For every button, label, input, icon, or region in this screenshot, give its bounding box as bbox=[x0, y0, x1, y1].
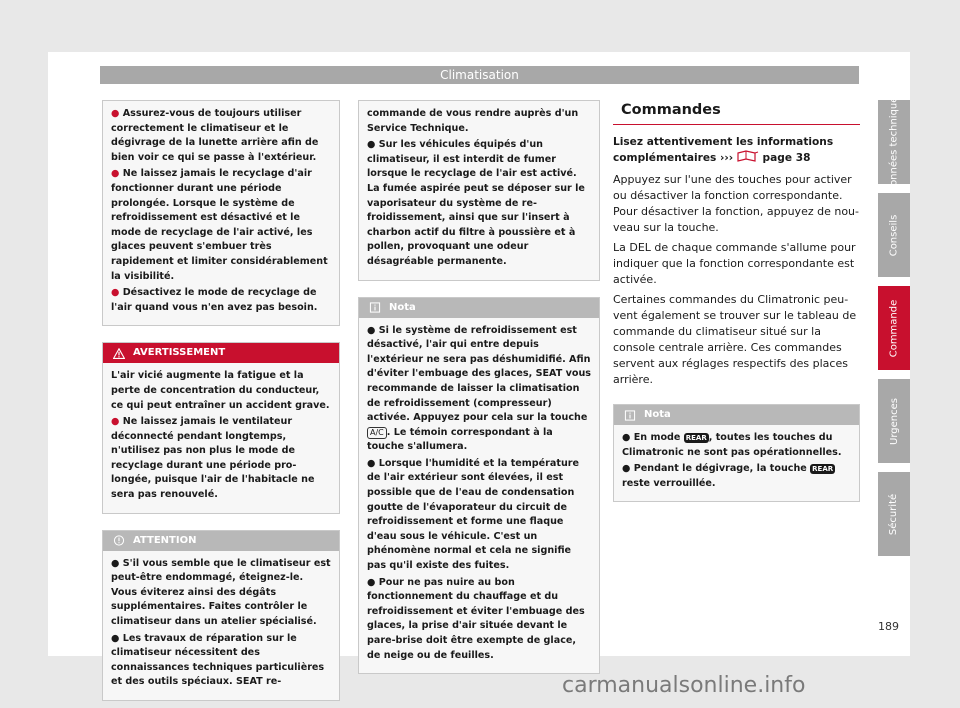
watermark-text: carmanualsonline.info bbox=[562, 673, 806, 698]
caution-box bbox=[102, 530, 340, 701]
tab-securite[interactable]: Sécurité bbox=[878, 472, 910, 556]
warning-box bbox=[102, 342, 340, 513]
cross-reference-link[interactable]: ››› page 38 bbox=[720, 152, 811, 164]
ac-key-icon: A/C bbox=[367, 427, 387, 439]
caution-header bbox=[103, 531, 339, 551]
paragraph: Appuyez sur l'une des touches pour activer ou désactiver la fonction correspondante. Pour désactiver la fonction, appuyez de nouveau sur la touche. bbox=[613, 173, 860, 234]
bullet-item: ● Pendant le dégivrage, la touche REAR reste verrouillée. bbox=[622, 463, 834, 489]
lead-text: Lisez attentivement les informations complémentaires ››› page 38 bbox=[613, 136, 834, 164]
note-box bbox=[358, 297, 600, 675]
warning-box-continued bbox=[102, 100, 340, 326]
warning-triangle-icon bbox=[113, 348, 125, 359]
tab-conseils[interactable]: Conseils bbox=[878, 193, 910, 277]
paragraph: La DEL de chaque commande s'allume pour indiquer que la fonction correspondante est activée. bbox=[613, 241, 856, 286]
warning-header bbox=[103, 343, 339, 363]
continued-text: commande de vous rendre auprès d'un Service Technique. bbox=[367, 108, 579, 134]
section-title: Commandes bbox=[613, 100, 860, 125]
chapter-tabs bbox=[878, 90, 910, 565]
bullet-item: ● Désactivez le mode de recyclage de l'air quand vous n'en avez pas besoin. bbox=[111, 287, 318, 313]
column-1 bbox=[102, 100, 340, 701]
info-icon bbox=[624, 410, 636, 421]
note-header bbox=[359, 298, 599, 318]
bullet-item: ● Si le système de refroidissement est désactivé, l'air qui entre depuis l'extérieur ne sera pas déshumidifié. Afin d'éviter l'embuage des glaces, SEAT vous recommande de laisser la climatisation de refroidissement (compresseur) activée. Appuyez pour cela sur la touche A/C . Le témoin correspondant à la touche s'allumera. bbox=[367, 324, 591, 453]
book-reference-icon bbox=[737, 150, 759, 162]
bullet-item: ● Ne laissez jamais le recyclage d'air fonctionner durant une période prolongée. Lorsque le système de refroidissement est désactivé et le mode de recyclage de l'air activé, les glaces peuvent s'embuer très rapidement et limiter considérablement la visibilité. bbox=[111, 168, 328, 282]
tab-donnees-techniques[interactable]: Données techniques bbox=[878, 100, 910, 184]
bullet-item: ● Lorsque l'humidité et la température de l'air extérieur sont élevées, il est possible que de l'eau de condensation goutte de l'évaporateur du circuit de refroidissement et forme une flaque d'eau sous le véhicule. C'est un phénomène normal et cela ne signifie pas qu'il existe des fuites. bbox=[367, 457, 580, 572]
bullet-item: ● Assurez-vous de toujours utiliser correctement le climatiseur et le dégivrage de la lunette arrière afin de bien voir ce qui se passe à l'extérieur. bbox=[111, 108, 319, 163]
warning-title: AVERTISSEMENT bbox=[133, 347, 226, 359]
caution-box-continued bbox=[358, 100, 600, 281]
tab-urgences[interactable]: Urgences bbox=[878, 379, 910, 463]
info-icon bbox=[369, 302, 381, 313]
note-header bbox=[614, 405, 859, 425]
note-box bbox=[613, 404, 860, 502]
rear-key-icon: REAR bbox=[685, 434, 707, 442]
bullet-item: ● Pour ne pas nuire au bon fonctionnement du chauffage et du refroidissement et éviter l'embuage des glaces, la prise d'air située devant le pare-brise doit être exempte de glace, de neige ou de feuilles. bbox=[367, 576, 585, 661]
caution-circle-icon bbox=[113, 535, 125, 546]
bullet-item: ● Les travaux de réparation sur le climatiseur nécessitent des connaissances techniques particulières et des outils spéciaux. SEAT re- bbox=[111, 632, 325, 688]
caution-title: ATTENTION bbox=[133, 534, 197, 546]
tab-commande[interactable]: Commande bbox=[878, 286, 910, 370]
bullet-item: ● S'il vous semble que le climatiseur est peut-être endommagé, éteignez-le. Vous éviterez ainsi des dégâts supplémentaires. Faites contrôler le climatiseur dans un atelier spécialisé. bbox=[111, 557, 331, 628]
column-3 bbox=[613, 100, 860, 502]
rear-key-icon: REAR bbox=[812, 465, 834, 474]
column-2 bbox=[358, 100, 600, 674]
bullet-item: ● Sur les véhicules équipés d'un climatiseur, il est interdit de fumer lorsque le recyclage de l'air est activé. La fumée aspirée peut se déposer sur le vaporisateur du système de refroidissement, ainsi que sur l'insert à charbon actif du filtre à poussière et à pollen, provoquant une odeur désagréable permanente. bbox=[367, 139, 585, 267]
note-title: Nota bbox=[389, 301, 416, 313]
paragraph: Certaines commandes du Climatronic peuvent également se trouver sur le tableau de commande du climatiseur situé sur la console centrale arrière. Ces commandes servent aux réglages respectifs des places arrière. bbox=[613, 293, 857, 386]
bullet-item: ● En mode REAR , toutes les touches du Climatronic ne sont pas opérationnelles. bbox=[622, 432, 842, 458]
chapter-header: Climatisation bbox=[100, 66, 859, 84]
bullet-item: ● Ne laissez jamais le ventilateur déconnecté pendant longtemps, n'utilisez pas non plus le mode de recyclage durant une période prolongée, puisque l'air de l'habitacle ne sera pas renouvelé. bbox=[111, 416, 315, 501]
page-number: 189 bbox=[878, 620, 899, 633]
note-title: Nota bbox=[644, 409, 671, 420]
warning-intro: L'air vicié augmente la fatigue et la perte de concentration du conducteur, ce qui peut entraîner un accident grave. bbox=[111, 370, 330, 411]
